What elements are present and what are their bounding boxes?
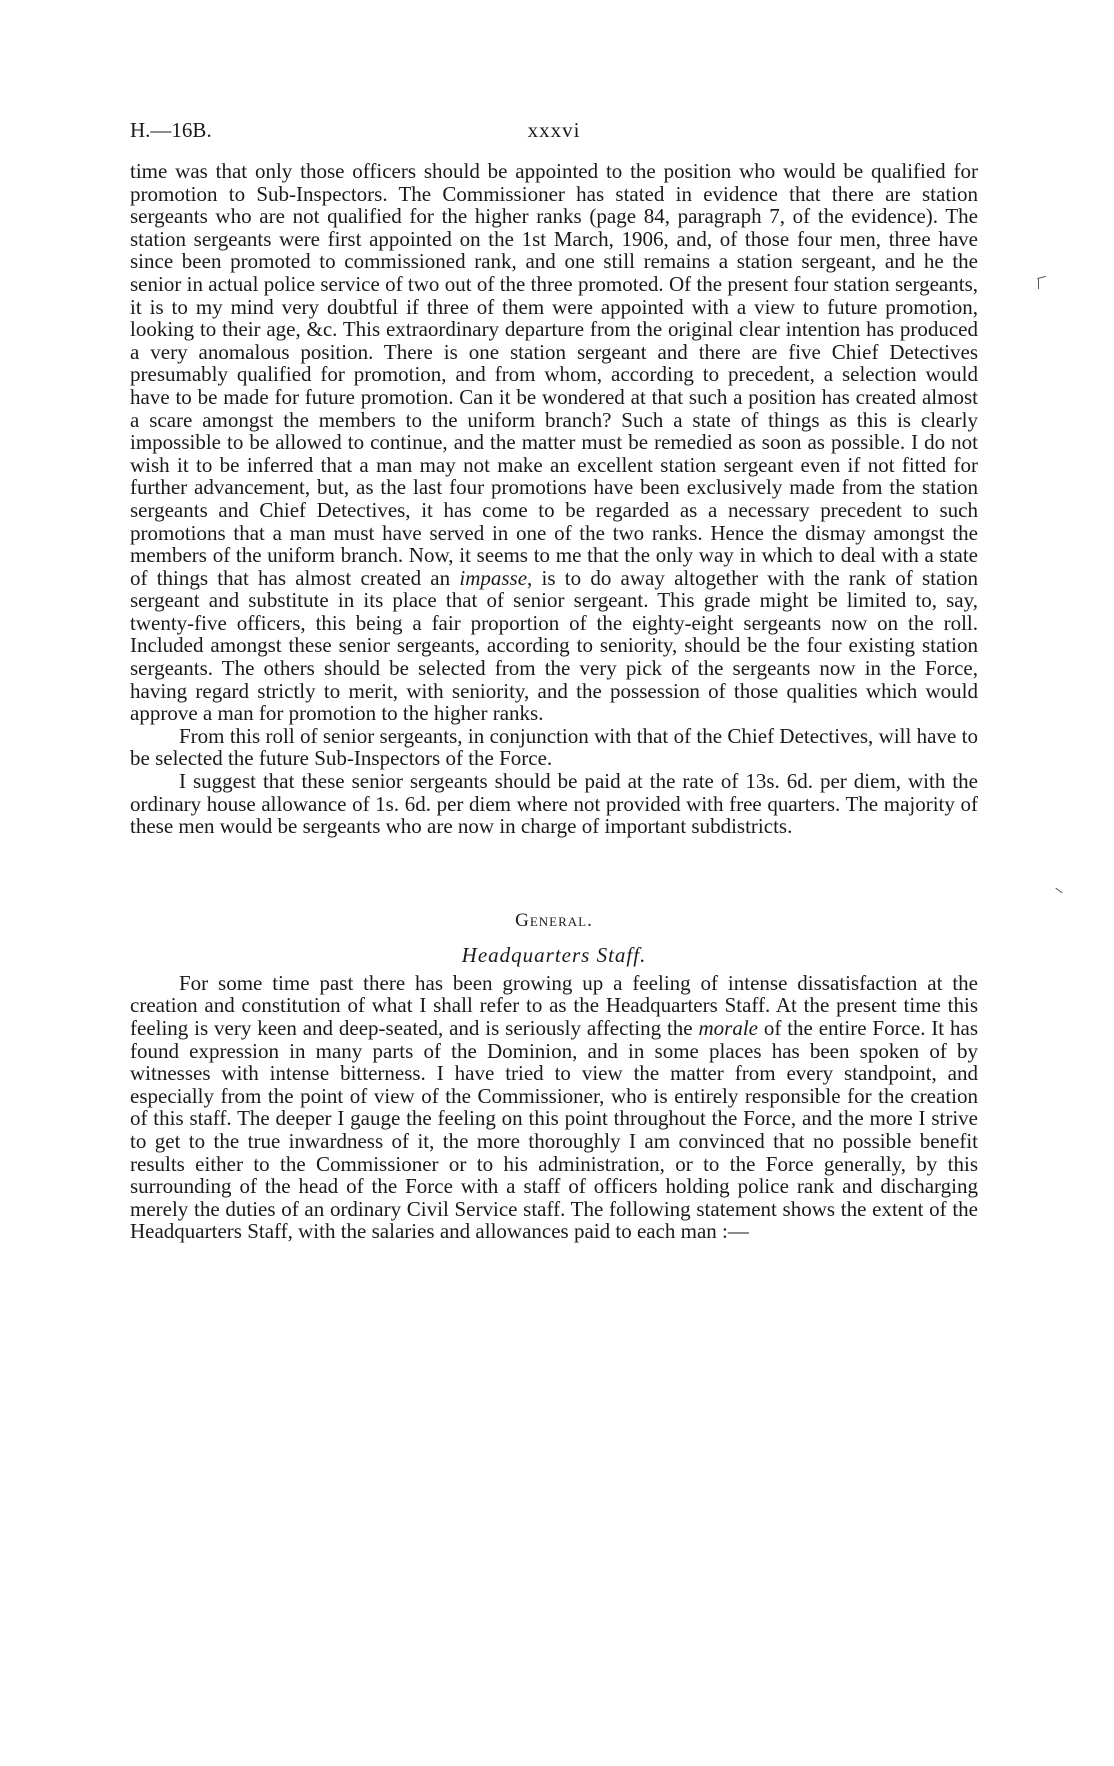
section-heading: General. (515, 909, 593, 931)
section-gap (130, 838, 978, 908)
document-reference: H.—16B. (130, 118, 212, 142)
body-text (130, 160, 978, 1243)
page-number: xxxvi (527, 118, 581, 142)
margin-mark (1055, 888, 1062, 893)
section-subheading: Headquarters Staff. (461, 942, 647, 967)
paragraph-continued: time was that only those officers should be appointed to the position who would be qualified for promotion to Sub-Inspectors. The Commissioner has stated in evidence that there are station sergeants who are not qualified for the higher ranks (page 84, paragraph 7, of the evidence). The station sergeants were first appointed on the 1st March, 1906, and, of those four men, three have since been promoted to commissioned rank, and one still remains a station sergeant, and he the senior in actual police service of two out of the three promoted. Of the present four station sergeants, it is to my mind very doubtful if three of them were appointed with a view to future promotion, looking to their age, &c. This extraordinary departure from the original clear intention has produced a very anomalous position. There is one station sergeant and there are five Chief Detectives presumably qualified for promotion, and from whom, according to precedent, a selection would have to be made for future promotion. Can it be wondered at that such a position has created almost a scare amongst the members to the uniform branch? Such a state of things as this is clearly impossible to be allowed to continue, and the matter must be remedied as soon as possible. I do not wish it to be inferred that a man may not make an excellent station sergeant even if not fitted for further advancement, but, as the last four promotions have been exclusively made from the station sergeants and Chief Detectives, it has come to be regarded as a necessary precedent to such promotions that a man must have served in one of the two ranks. Hence the dismay amongst the members of the uniform branch. Now, it seems to me that the only way in which to deal with a state of things that has almost created an impasse, is to do away altogether with the rank of station sergeant and substitute in its place that of senior sergeant. This grade might be limited to, say, twenty-five officers, this being a fair proportion of the eighty-eight sergeants now on the roll. Included amongst these senior sergeants, according to seniority, should be the four existing station sergeants. The others should be selected from the very pick of the sergeants now in the Force, having regard strictly to merit, with seniority, and the possession of those qualities which would approve a man for promotion to the higher ranks. (130, 159, 979, 726)
margin-mark (1038, 279, 1039, 289)
paragraph-pay-suggestion: I suggest that these senior sergeants should be paid at the rate of 13s. 6d. per diem, with the ordinary house allowance of 1s. 6d. per diem where not provided with free quarters. The majority of these men would be sergeants who are now in charge of important subdistricts. (130, 769, 978, 839)
paragraph-senior-sergeants-roll: From this roll of senior sergeants, in conjunction with that of the Chief Detectives, will have to be selected the future Sub-Inspectors of the Force. (130, 723, 978, 771)
paragraph-headquarters-staff: For some time past there has been growing up a feeling of intense dissatisfaction at the creation and constitution of what I shall refer to as the Headquarters Staff. At the present time this feeling is very keen and deep-seated, and is seriously affecting the morale of the entire Force. It has found expression in many parts of the Dominion, and in some places has been spoken of by witnesses with intense bitterness. I have tried to view the matter from every standpoint, and especially from the point of view of the Commissioner, who is entirely responsible for the creation of this staff. The deeper I gauge the feeling on this point throughout the Force, and the more I strive to get to the true inwardness of it, the more thoroughly I am convinced that no possible benefit results either to the Commissioner or to his administration, or to the Force generally, by this surrounding of the head of the Force with a staff of officers holding police rank and discharging merely the duties of an ordinary Civil Service staff. The following statement shows the extent of the Headquarters Staff, with the salaries and allowances paid to each man :— (130, 970, 978, 1244)
running-head (130, 118, 978, 148)
